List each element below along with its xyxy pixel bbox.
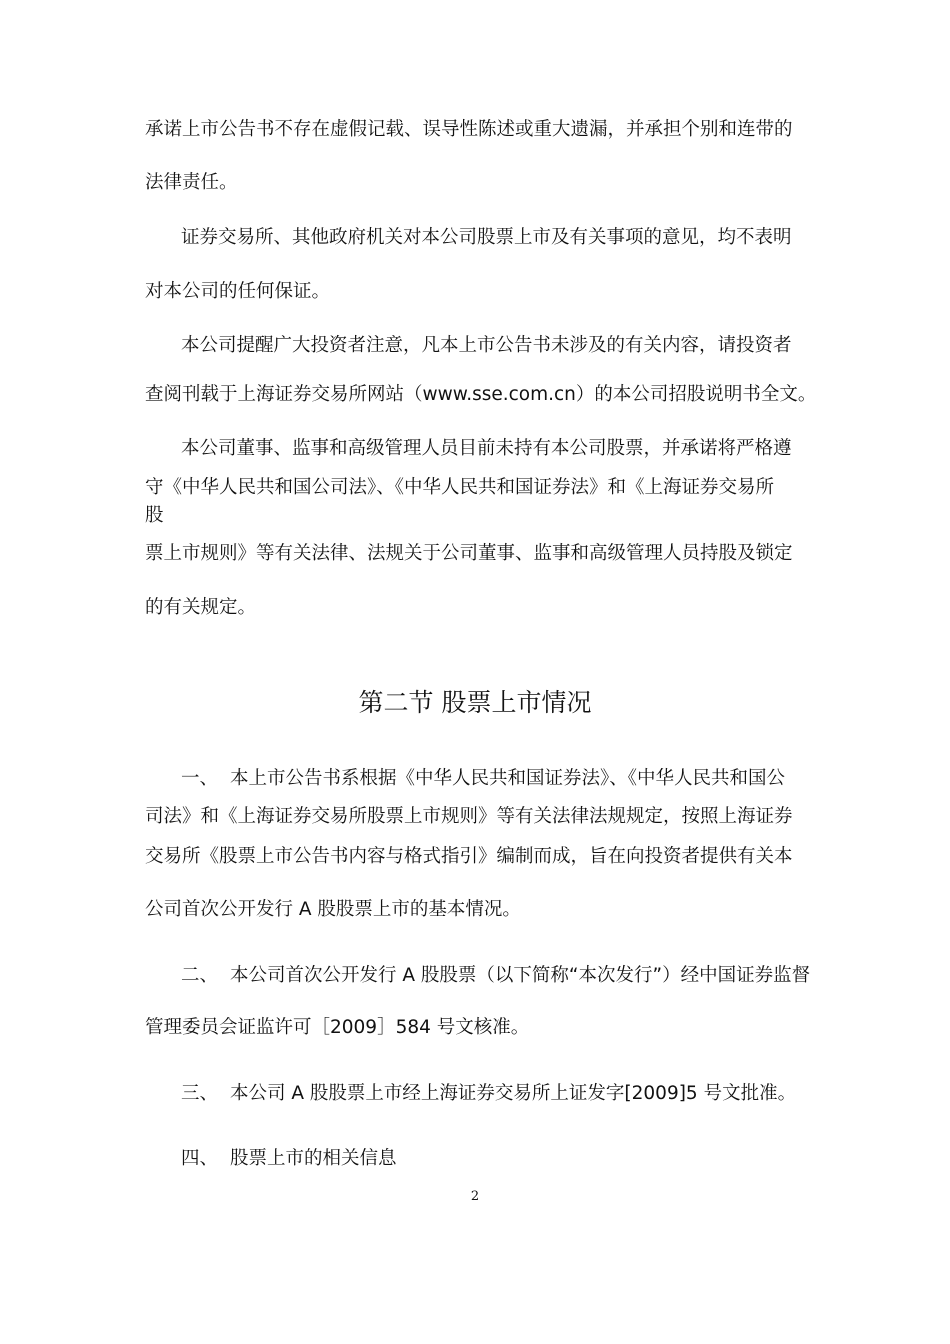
- paragraph-line: 的有关规定。: [145, 597, 257, 618]
- item-text: 股票上市的相关信息: [230, 1148, 397, 1169]
- item-text: 本上市公告书系根据《中华人民共和国证券法》、《中华人民共和国公: [230, 768, 786, 789]
- paragraph-line: 票上市规则》等有关法律、法规关于公司董事、监事和高级管理人员持股及锁定: [145, 543, 793, 564]
- list-item: [181, 1082, 796, 1106]
- paragraph-line: 公司首次公开发行 A 股股票上市的基本情况。: [145, 899, 521, 920]
- paragraph-line: 本公司董事、监事和高级管理人员目前未持有本公司股票，并承诺将严格遵: [181, 438, 792, 459]
- item-text: 本公司首次公开发行 A 股股票（以下简称“本次发行”）经中国证券监督: [230, 965, 811, 986]
- item-number: 一、: [181, 768, 219, 789]
- paragraph-line: 管理委员会证监许可［2009］584 号文核准。: [145, 1017, 530, 1038]
- paragraph-line: 承诺上市公告书不存在虚假记载、误导性陈述或重大遗漏，并承担个别和连带的: [145, 119, 793, 140]
- list-item: [181, 767, 785, 791]
- paragraph-line: 本公司提醒广大投资者注意，凡本上市公告书未涉及的有关内容，请投资者: [181, 335, 792, 356]
- paragraph-line: 守《中华人民共和国公司法》、《中华人民共和国证券法》和《上海证券交易所: [145, 477, 775, 498]
- item-number: 四、: [181, 1148, 219, 1169]
- item-number: 三、: [181, 1083, 219, 1104]
- paragraph-line: 司法》和《上海证券交易所股票上市规则》等有关法律法规规定，按照上海证券: [145, 806, 793, 827]
- list-item: [181, 1147, 397, 1171]
- paragraph-line: 交易所《股票上市公告书内容与格式指引》编制而成，旨在向投资者提供有关本: [145, 846, 793, 867]
- section-title: 第二节 股票上市情况: [358, 688, 592, 717]
- item-number: 二、: [181, 965, 219, 986]
- list-item: [181, 964, 810, 988]
- paragraph-line: 查阅刊载于上海证券交易所网站（www.sse.com.cn）的本公司招股说明书全文。: [145, 384, 817, 405]
- paragraph-line: 证券交易所、其他政府机关对本公司股票上市及有关事项的意见，均不表明: [181, 227, 792, 248]
- paragraph-line: 法律责任。: [145, 172, 238, 193]
- paragraph-line: 对本公司的任何保证。: [145, 281, 331, 302]
- page-number: 2: [470, 1189, 480, 1204]
- item-text: 本公司 A 股股票上市经上海证券交易所上证发字[2009]5 号文批准。: [230, 1083, 797, 1104]
- paragraph-line: 股: [145, 505, 164, 526]
